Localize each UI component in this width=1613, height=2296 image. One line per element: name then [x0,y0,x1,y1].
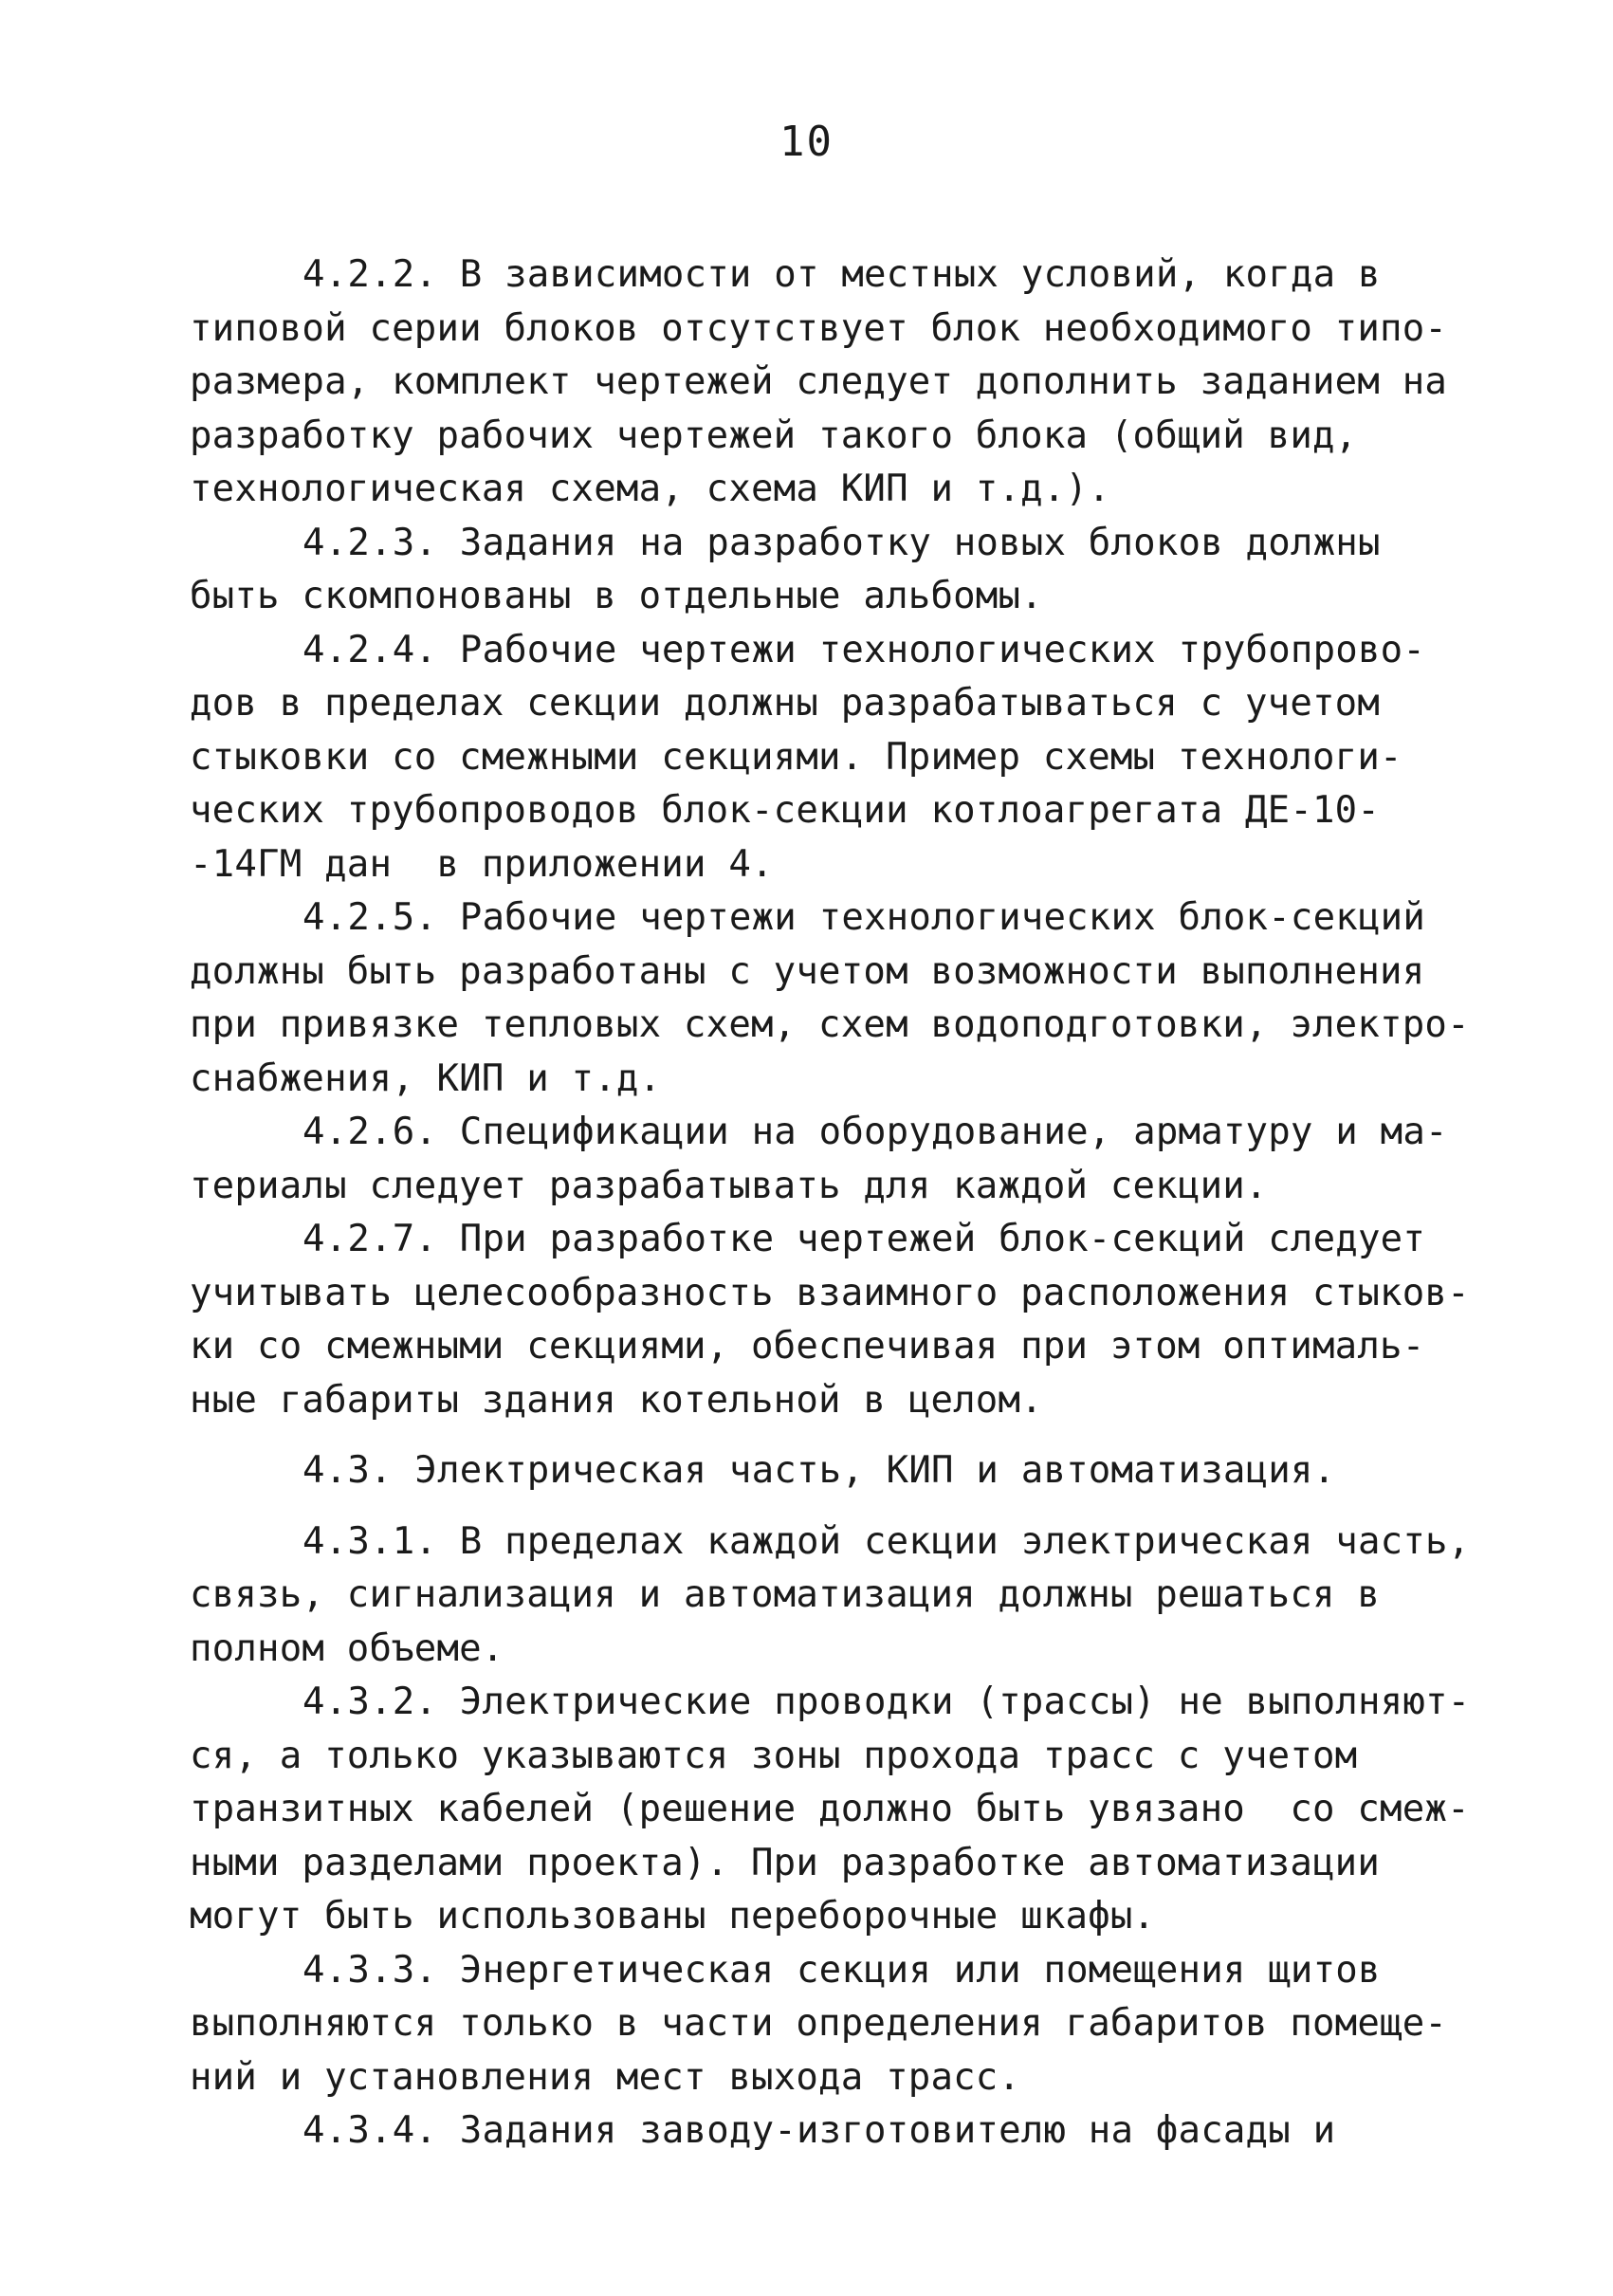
paragraph-4-3-3-line: ний и установления мест выхода трасс. [190,2055,1021,2099]
paragraph-4-3-1-line: полном объеме. [190,1626,504,1670]
paragraph-4-2-3-line: быть скомпонованы в отдельные альбомы. [190,575,1043,617]
paragraph-4-2-4-line: 4.2.4. Рабочие чертежи технологических трубопрово- [302,628,1425,671]
paragraph-4-2-4-line: стыковки со смежными секциями. Пример схемы технологи- [190,735,1402,779]
paragraph-4-2-4-line: дов в пределах секции должны разрабатываться с учетом [190,682,1381,725]
paragraph-4-2-2-line: технологическая схема, схема КИП и т.д.). [190,468,1110,510]
paragraph-4-2-3-line: 4.2.3. Задания на разработку новых блоков должны [302,521,1381,564]
paragraph-4-2-7-line: ные габариты здания котельной в целом. [190,1378,1043,1422]
paragraph-4-3-2-line: ся, а только указываются зоны прохода трасс с учетом [190,1734,1358,1777]
document-body [190,248,1479,2158]
paragraph-4-2-2-line: размера, комплект чертежей следует дополнить заданием на [190,360,1448,403]
paragraph-4-3-3-line: 4.3.3. Энергетическая секция или помещения щитов [302,1948,1381,1992]
paragraph-4-2-2-line: разработку рабочих чертежей такого блока (общий вид, [190,413,1358,457]
paragraph-4-2-7-line: ки со смежными секциями, обеспечивая при этом оптималь- [190,1325,1425,1368]
paragraph-4-2-5-line: снабжения, КИП и т.д. [190,1056,662,1100]
paragraph-4-2-6-line: 4.2.6. Спецификации на оборудование, арматуру и ма- [302,1111,1448,1153]
paragraph-4-2-2-line: 4.2.2. В зависимости от местных условий, когда в [302,253,1381,296]
section-heading-4-3: 4.3. Электрическая часть, КИП и автоматизация. [302,1449,1336,1492]
page-number: 10 [779,118,834,166]
paragraph-4-3-4-line: 4.3.4. Задания заводу-изготовителю на фасады и [302,2109,1336,2152]
paragraph-4-3-2-line: могут быть использованы переборочные шкафы. [190,1895,1156,1938]
paragraph-4-3-2-line: ными разделами проекта). При разработке автоматизации [190,1841,1381,1884]
paragraph-4-2-5-line: должны быть разработаны с учетом возможности выполнения [190,949,1425,993]
paragraph-4-2-7-line: учитывать целесообразность взаимного расположения стыков- [190,1271,1470,1314]
paragraph-4-2-6-line: териалы следует разрабатывать для каждой секции. [190,1164,1268,1207]
paragraph-4-3-2-line: 4.3.2. Электрические проводки (трассы) не выполняют- [302,1681,1471,1723]
paragraph-4-2-4-line: -14ГМ дан в приложении 4. [190,842,774,886]
paragraph-4-3-3-line: выполняются только в части определения габаритов помеще- [190,2002,1448,2045]
paragraph-4-3-1-line: 4.3.1. В пределах каждой секции электрическая часть, [302,1519,1471,1563]
paragraph-4-2-7-line: 4.2.7. При разработке чертежей блок-секций следует [302,1218,1425,1260]
paragraph-4-2-4-line: ческих трубопроводов блок-секции котлоагрегата ДЕ-10- [190,789,1381,832]
paragraph-4-2-5-line: при привязке тепловых схем, схем водоподготовки, электро- [190,1003,1470,1046]
paragraph-4-2-2-line: типовой серии блоков отсутствует блок необходимого типо- [190,306,1448,350]
paragraph-4-3-1-line: связь, сигнализация и автоматизация должны решаться в [190,1573,1381,1616]
paragraph-4-2-5-line: 4.2.5. Рабочие чертежи технологических блок-секций [302,896,1425,939]
paragraph-4-3-2-line: транзитных кабелей (решение должно быть увязано со смеж- [190,1788,1470,1830]
